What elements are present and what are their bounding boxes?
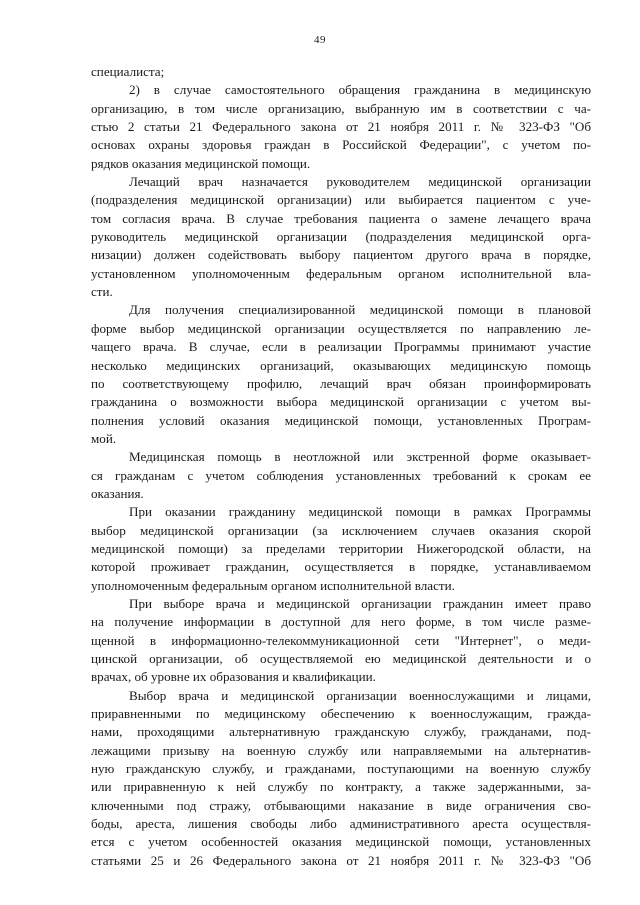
text-line: чащего врача. В случае, если в реализации Программы принимают участие [91,339,591,355]
text-line: установленном уполномоченным федеральным органом исполнительной вла- [91,265,591,281]
paragraph [91,448,591,503]
paragraph [91,595,591,687]
text-line: рядков оказания медицинской помощи. [91,155,311,171]
paragraph [91,687,591,870]
text-line: выбор медицинской организации (за исключением случаев оказания скорой [91,522,591,538]
text-line: статьями 25 и 26 Федерального закона от 21 ноября 2011 г. № 323-ФЗ "Об [91,852,591,868]
text-line: Медицинская помощь в неотложной или экстренной форме оказывает- [129,449,591,465]
text-line: оказания. [91,485,144,501]
text-line: ся гражданам с учетом соблюдения установленных требований к срокам ее [91,467,591,483]
text-line: При оказании гражданину медицинской помощи в рамках Программы [129,504,591,520]
text-line: Выбор врача и медицинской организации военнослужащими и лицами, [129,687,591,703]
text-line: сти. [91,284,113,300]
text-line: или приравненную к ней службу по контракту, а также задержанными, за- [91,779,591,795]
paragraph [91,63,591,81]
text-line: на получение информации в доступной для него форме, в том числе разме- [91,614,591,630]
text-line: гражданина о возможности выбора медицинской организации с учетом вы- [91,394,591,410]
text-line: специалиста; [91,64,165,79]
text-line: цинской организации, об осуществляемой ею медицинской деятельности и о [91,651,591,666]
text-line: боды, ареста, лишения свободы либо административного ареста осуществля- [91,816,591,832]
text-line: При выборе врача и медицинской организации гражданин имеет право [129,595,591,611]
text-line: низации) должен содействовать выбору пациентом другого врача в порядке, [91,247,591,263]
paragraph [91,301,591,448]
text-line: несколько медицинских организаций, оказывающих медицинскую помощь [91,357,591,373]
text-line: ную гражданскую службу, и гражданами, поступающими на военную службу [91,761,591,777]
text-line: том согласия врача. В случае требования пациента о замене лечащего врача [91,210,591,226]
text-line: основах охраны здоровья граждан в Российской Федерации", с учетом по- [91,137,591,153]
paragraph [91,81,591,173]
text-line: Лечащий врач назначается руководителем медицинской организации [129,174,591,190]
text-line: Для получения специализированной медицинской помощи в плановой [129,302,591,318]
text-line: лежащими призыву на военную службу или направляемыми на альтернатив- [91,742,591,758]
text-line: медицинской помощи) за пределами территории Нижегородской области, на [91,540,591,556]
paragraph [91,173,591,301]
text-line: ется с учетом особенностей оказания медицинской помощи, установленных [91,834,591,850]
text-line: организацию, в том числе организацию, выбранную им в соответствии с ча- [91,100,591,116]
text-line: (подразделения медицинской организации) или выбирается пациентом с уче- [91,192,591,208]
page-number: 49 [314,34,326,46]
text-line: нами, проходящими альтернативную гражданскую службу, гражданами, под- [91,724,591,740]
paragraph [91,503,591,595]
text-line: ключенными под стражу, отбывающими наказание в виде ограничения сво- [91,797,591,813]
text-line: мой. [91,430,117,446]
text-line: приравненными по медицинскому обеспечению к военнослужащим, гражда- [91,706,591,722]
text-line: щенной в информационно-телекоммуникационной сети "Интернет", о меди- [91,632,591,648]
text-line: руководитель медицинской организации (подразделения медицинской орга- [91,229,591,245]
text-line: уполномоченным федеральным органом исполнительной власти. [91,577,455,593]
text-line: полнения условий оказания медицинской помощи, установленных Програм- [91,412,591,428]
text-line: форме выбор медицинской организации осуществляется по направлению ле- [91,320,591,336]
body-text [91,63,591,870]
text-line: по соответствующему профилю, лечащий врач обязан проинформировать [91,375,591,391]
text-line: 2) в случае самостоятельного обращения гражданина в медицинскую [129,82,591,98]
text-line: врачах, об уровне их образования и квалификации. [91,669,376,685]
text-line: которой проживает гражданин, осуществляется в порядке, устанавливаемом [91,559,591,575]
text-line: стью 2 статьи 21 Федерального закона от 21 ноября 2011 г. № 323-ФЗ "Об [91,119,591,135]
